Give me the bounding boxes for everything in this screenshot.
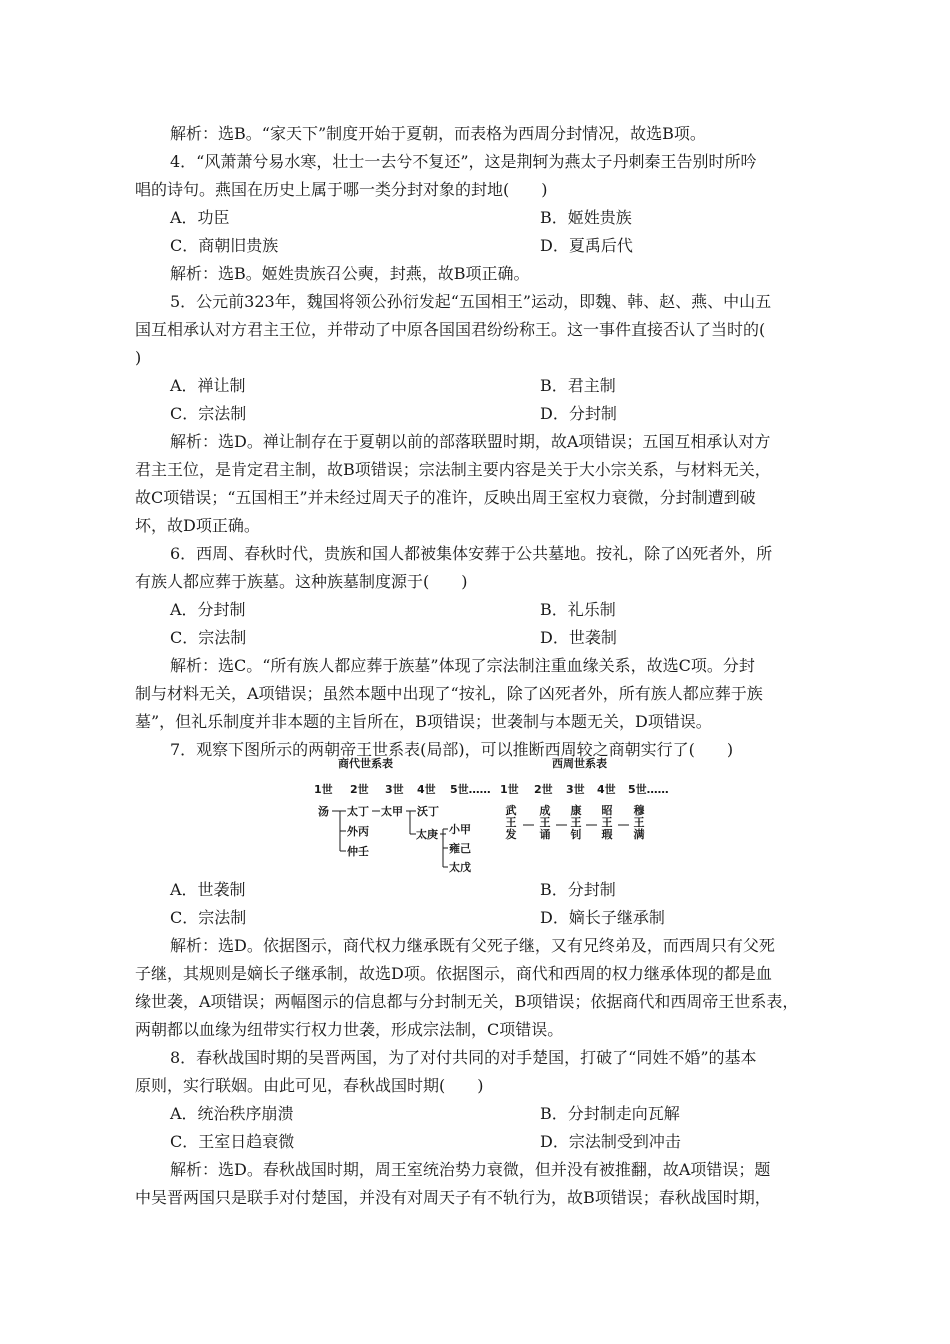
shang-gen-3: 3世 — [385, 783, 404, 796]
analysis-q4: 解析：选B。姬姓贵族召公奭，封燕，故B项正确。 — [170, 264, 530, 283]
q6-option-b: B．礼乐制 — [540, 600, 616, 619]
analysis-q8-line-1: 解析：选D。春秋战国时期，周王室统治势力衰微，但并没有被推翻，故A项错误；题 — [170, 1160, 771, 1179]
q5-option-b: B．君主制 — [540, 376, 616, 395]
shang-gen-1: 1世 — [314, 783, 333, 796]
zhou-gen-4: 4世 — [597, 783, 616, 796]
question-5-line-3: ) — [135, 348, 142, 367]
q6-option-d: D．世袭制 — [540, 628, 617, 647]
question-8-line-1: 8．春秋战国时期的吴晋两国，为了对付共同的对手楚国，打破了“同姓不婚”的基本 — [170, 1048, 757, 1067]
q6-option-c: C．宗法制 — [170, 628, 247, 647]
analysis-q7-line-2: 子继，其规则是嫡长子继承制，故选D项。依据图示，商代和西周的权力继承体现的都是血 — [135, 964, 772, 983]
zhou-king-5: 穆 王 满 — [633, 804, 645, 841]
analysis-q5-line-1: 解析：选D。禅让制存在于夏朝以前的部落联盟时期，故A项错误；五国互相承认对方 — [170, 432, 771, 451]
question-4-line-1: 4．“风萧萧兮易水寒，壮士一去兮不复还”，这是荆轲为燕太子丹刺秦王告别时所吟 — [170, 152, 757, 171]
q7-option-a: A．世袭制 — [170, 880, 246, 899]
analysis-q6-line-3: 墓”，但礼乐制度并非本题的主旨所在，B项错误；世袭制与本题无关，D项错误。 — [135, 712, 712, 731]
q6-option-a: A．分封制 — [170, 600, 246, 619]
shang-gen-2: 2世 — [350, 783, 369, 796]
q7-option-d: D．嫡长子继承制 — [540, 908, 665, 927]
shang-woding: 沃丁 — [417, 805, 439, 818]
zhou-gen-1: 1世 — [500, 783, 519, 796]
analysis-q7-line-3: 缘世袭，A项错误；两幅图示的信息都与分封制无关，B项错误；依据商代和西周帝王世系表， — [135, 992, 799, 1011]
zhou-king-4: 昭 王 瑕 — [601, 804, 613, 841]
q5-option-d: D．分封制 — [540, 404, 617, 423]
analysis-q3: 解析：选B。“家天下”制度开始于夏朝，而表格为西周分封情况，故选B项。 — [170, 124, 706, 143]
zhou-king-2: 成 王 诵 — [539, 804, 551, 841]
analysis-q6-line-1: 解析：选C。“所有族人都应葬于族墓”体现了宗法制注重血缘关系，故选C项。分封 — [170, 656, 755, 675]
zhou-table-title: 西周世系表 — [552, 757, 607, 770]
q7-option-c: C．宗法制 — [170, 908, 247, 927]
shang-taigeng: 太庚 — [416, 828, 438, 841]
analysis-q7-line-4: 两朝都以血缘为纽带实行权力世袭，形成宗法制，C项错误。 — [135, 1020, 564, 1039]
zhou-king-3: 康 王 钊 — [570, 804, 582, 841]
shang-table-title: 商代世系表 — [338, 757, 393, 770]
analysis-q5-line-2: 君主王位，是肯定君主制，故B项错误；宗法制主要内容是关于大小宗关系，与材料无关， — [135, 460, 771, 479]
shang-waibing: 外丙 — [347, 825, 369, 838]
analysis-q5-line-3: 故C项错误；“五国相王”并未经过周天子的准许，反映出周王室权力衰微，分封制遭到破 — [135, 488, 756, 507]
q5-option-c: C．宗法制 — [170, 404, 247, 423]
q4-option-a: A．功臣 — [170, 208, 230, 227]
question-6-line-1: 6．西周、春秋时代，贵族和国人都被集体安葬于公共墓地。按礼，除了凶死者外，所 — [170, 544, 773, 563]
question-7-line-1: 7．观察下图所示的两朝帝王世系表(局部)，可以推断西周较之商朝实行了( ) — [170, 740, 734, 759]
q8-option-c: C．王室日趋衰微 — [170, 1132, 295, 1151]
shang-taijia: 太甲 — [381, 805, 403, 818]
analysis-q6-line-2: 制与材料无关，A项错误；虽然本题中出现了“按礼，除了凶死者外，所有族人都应葬于族 — [135, 684, 763, 703]
shang-yongji: 雍己 — [449, 842, 471, 855]
q5-option-a: A．禅让制 — [170, 376, 246, 395]
q8-option-b: B．分封制走向瓦解 — [540, 1104, 680, 1123]
dynasty-genealogy-figure — [300, 757, 680, 877]
shang-taiwu: 太戊 — [449, 861, 471, 874]
question-6-line-2: 有族人都应葬于族墓。这种族墓制度源于( ) — [135, 572, 468, 591]
analysis-q8-line-2: 中吴晋两国只是联手对付楚国，并没有对周天子有不轨行为，故B项错误；春秋战国时期， — [135, 1188, 771, 1207]
shang-zhongren: 仲壬 — [347, 845, 369, 858]
q7-option-b: B．分封制 — [540, 880, 616, 899]
zhou-gen-3: 3世 — [566, 783, 585, 796]
question-5-line-2: 国互相承认对方君主王位，并带动了中原各国国君纷纷称王。这一事件直接否认了当时的( — [135, 320, 766, 339]
zhou-gen-5: 5世…… — [628, 783, 669, 796]
analysis-q7-line-1: 解析：选D。依据图示，商代权力继承既有父死子继，又有兄终弟及，而西周只有父死 — [170, 936, 775, 955]
shang-gen-4: 4世 — [417, 783, 436, 796]
zhou-king-1: 武 王 发 — [505, 804, 517, 841]
question-5-line-1: 5．公元前323年，魏国将领公孙衍发起“五国相王”运动，即魏、韩、赵、燕、中山五 — [170, 292, 772, 311]
shang-gen-5: 5世…… — [450, 783, 491, 796]
q4-option-b: B．姬姓贵族 — [540, 208, 632, 227]
q4-option-c: C．商朝旧贵族 — [170, 236, 279, 255]
shang-xiaojia: 小甲 — [449, 823, 471, 836]
q4-option-d: D．夏禹后代 — [540, 236, 633, 255]
shang-daiding: 太丁 — [347, 805, 369, 818]
zhou-gen-2: 2世 — [534, 783, 553, 796]
q8-option-d: D．宗法制受到冲击 — [540, 1132, 681, 1151]
question-4-line-2: 唱的诗句。燕国在历史上属于哪一类分封对象的封地( ) — [135, 180, 548, 199]
analysis-q5-line-4: 坏，故D项正确。 — [135, 516, 260, 535]
q8-option-a: A．统治秩序崩溃 — [170, 1104, 294, 1123]
shang-tang: 汤 — [318, 805, 329, 818]
question-8-line-2: 原则，实行联姻。由此可见，春秋战国时期( ) — [135, 1076, 484, 1095]
